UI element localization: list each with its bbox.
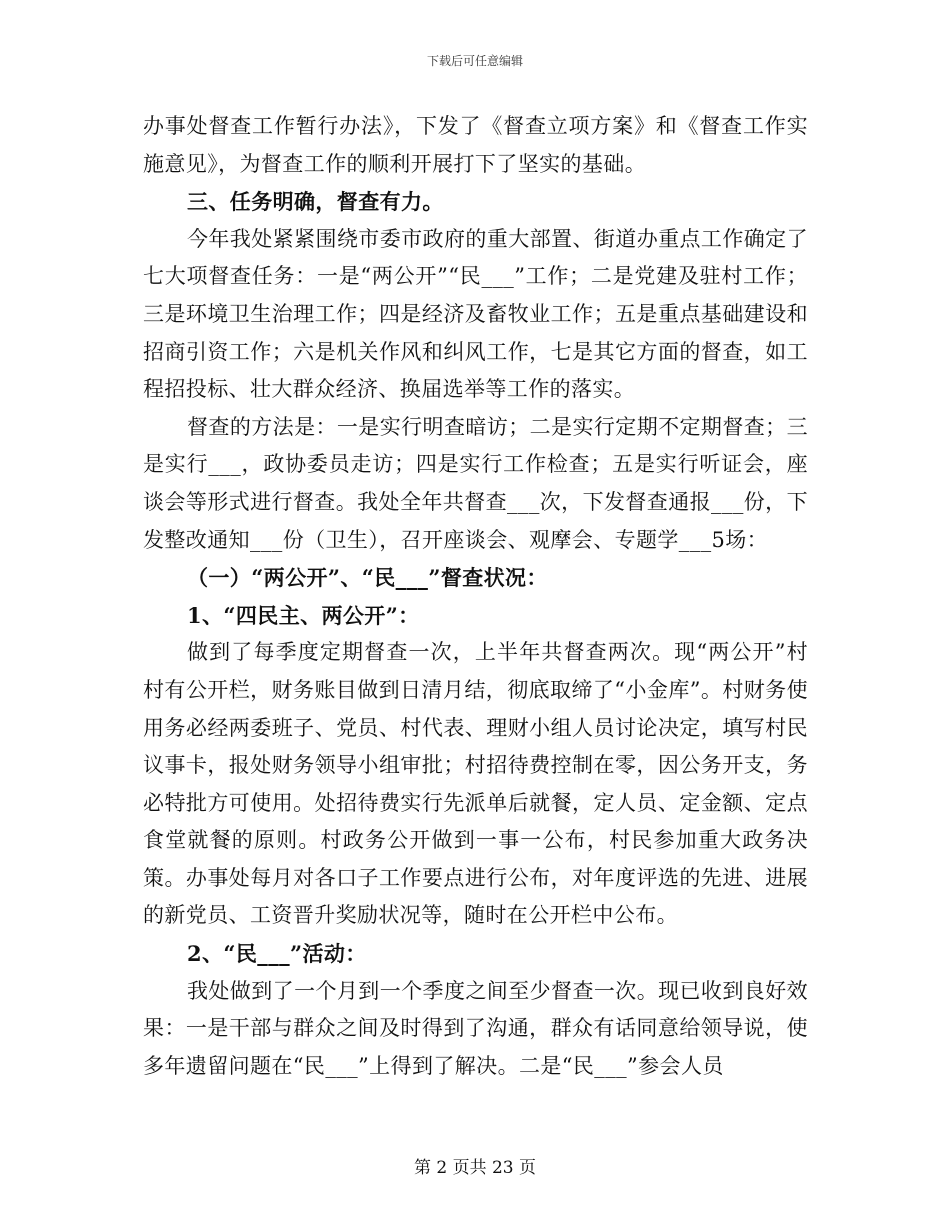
subsection-heading: 1、“四民主、两公开”：: [187, 602, 420, 628]
paragraph: 办事处督查工作暂行办法》，下发了《督查立项方案》和《督查工作实施意见》，为督查工作的顺利开展打下了坚实的基础。: [143, 114, 808, 176]
paragraph: 我处做到了一个月到一个季度之间至少督查一次。现已收到良好效果：一是干部与群众之间及时得到了沟通，群众有话同意给领导说，使多年遗留问题在“民___”上得到了解决。二是“民___”参会人员: [143, 978, 808, 1078]
document-body: [143, 108, 808, 1085]
paragraph: 做到了每季度定期督查一次，上半年共督查两次。现“两公开”村村有公开栏，财务账目做到日清月结，彻底取缔了“小金库”。村财务使用务必经两委班子、党员、村代表、理财小组人员讨论决定，填写村民议事卡，报处财务领导小组审批；村招待费控制在零，因公务开支，务必特批方可使用。处招待费实行先派单后就餐，定人员、定金额、定点食堂就餐的原则。村政务公开做到一事一公布，村民参加重大政务决策。办事处每月对各口子工作要点进行公布，对年度评选的先进、进展的新党员、工资晋升奖励状况等，随时在公开栏中公布。: [143, 640, 808, 928]
section-heading: 三、任务明确，督查有力。: [187, 189, 444, 215]
paragraph: 今年我处紧紧围绕市委市政府的重大部置、街道办重点工作确定了七大项督查任务：一是“两公开”“民___”工作；二是党建及驻村工作；三是环境卫生治理工作；四是经济及畜牧业工作；五是重点基础建设和招商引资工作；六是机关作风和纠风工作，七是其它方面的督查，如工程招投标、壮大群众经济、换届选举等工作的落实。: [143, 226, 808, 402]
subsection-heading: 2、“民___”活动：: [187, 941, 367, 967]
page-header: 下载后可任意编辑: [426, 54, 523, 68]
subsection-heading: （一）“两公开”、“民___”督查状况：: [187, 565, 548, 591]
page-footer: 第 2 页共 23 页: [413, 1158, 537, 1178]
paragraph: 督查的方法是：一是实行明查暗访；二是实行定期不定期督查；三是实行___，政协委员走访；四是实行工作检查；五是实行听证会，座谈会等形式进行督查。我处全年共督查___次，下发督查通报___份，下发整改通知___份（卫生），召开座谈会、观摩会、专题学___5场：: [143, 414, 808, 552]
